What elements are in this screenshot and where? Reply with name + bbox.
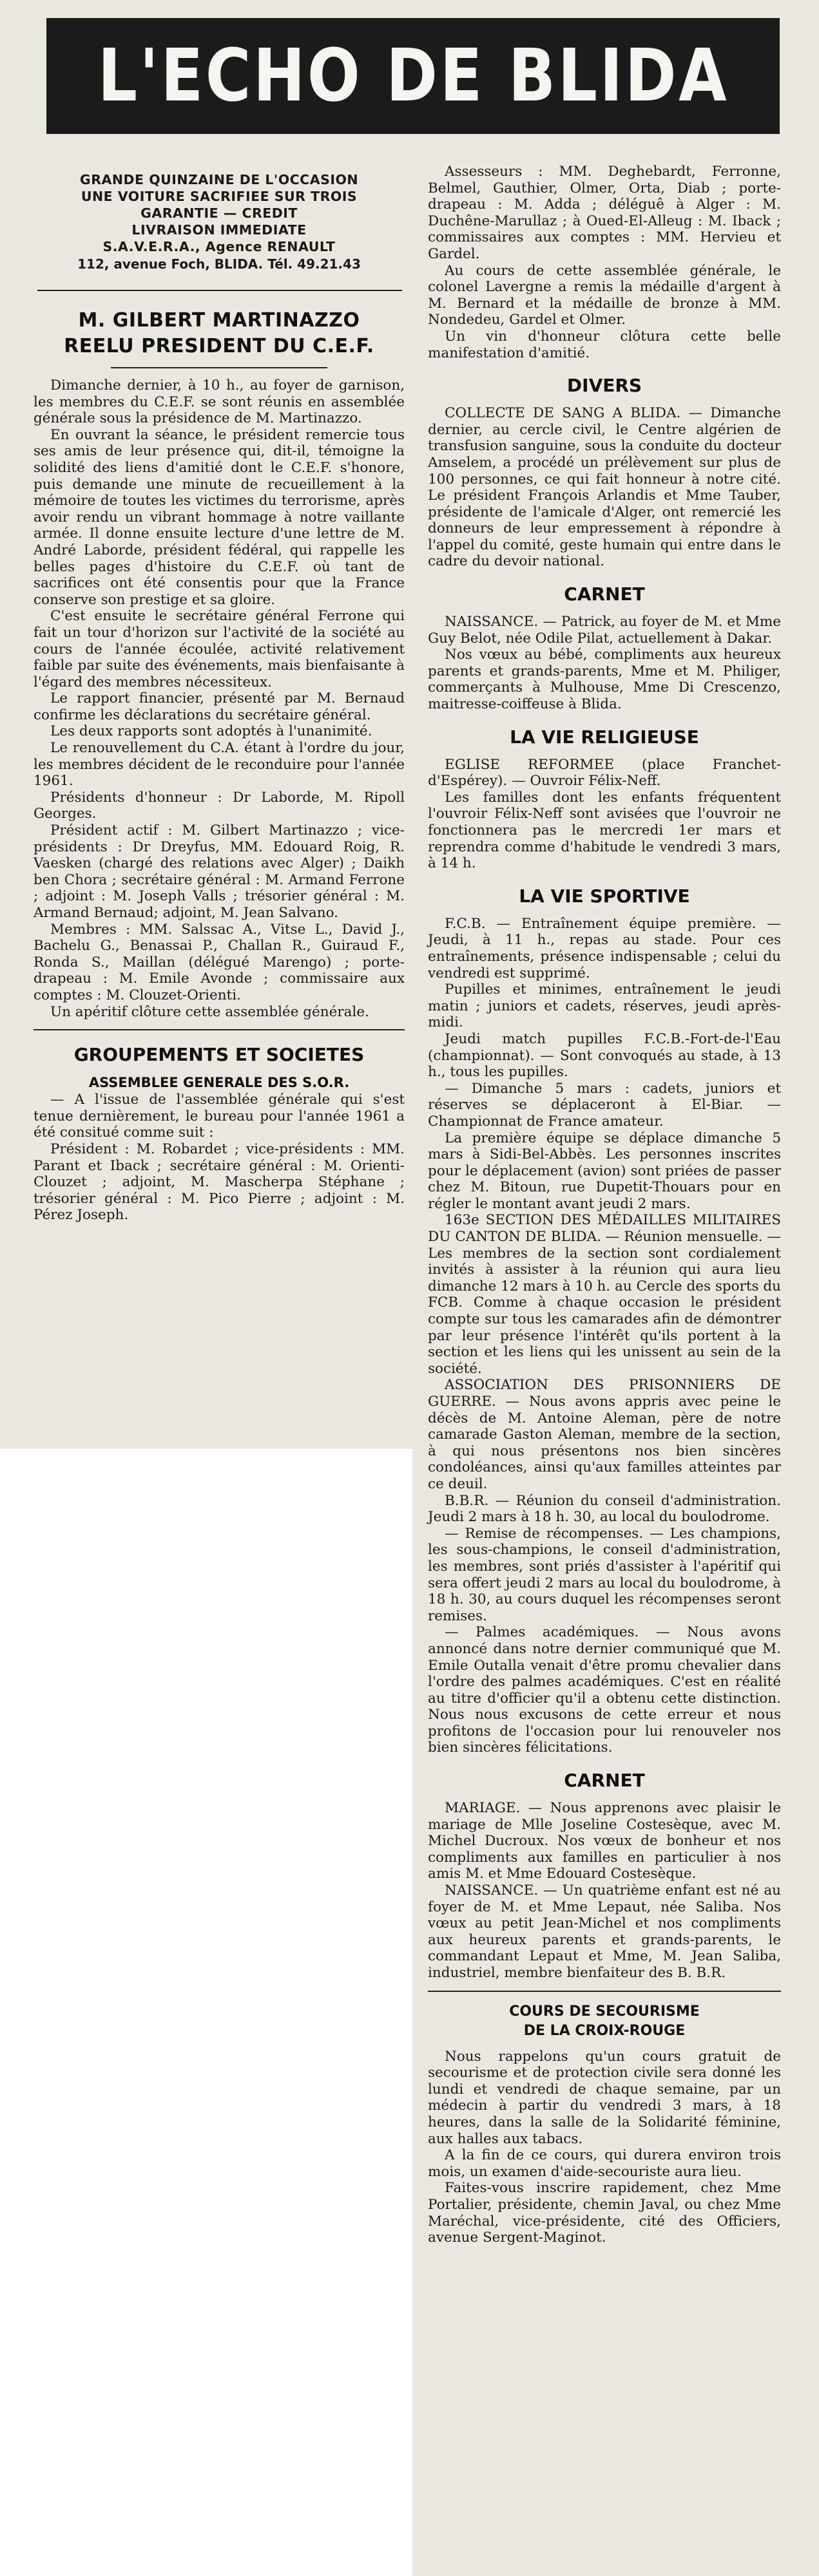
cef-paragraph: Membres : MM. Salssac A., Vitse L., David J., Bachelu G., Benassai P., Challan R., Guiraud F., Ronda S., Maillan (délégué Marengo) ; porte-drapeau : M. Emile Avonde ; commissaire aux comptes : M. Clouzet-Orienti. bbox=[34, 921, 405, 1003]
carnet-heading: CARNET bbox=[564, 583, 645, 605]
cef-headline-2: REELU PRESIDENT DU C.E.F. bbox=[64, 335, 374, 357]
ad-line-3: GARANTIE — CREDIT bbox=[140, 205, 298, 221]
religieuse-paragraph: Les familles dont les enfants fréquentent l'ouvroir Félix-Neff sont avisées que l'ouvroir ne fonctionnera pas le mercredi 1er mars et reprendra comme d'habitude le vendredi 3 mars, à 14 h. bbox=[428, 789, 781, 872]
cef-paragraph: Présidents d'honneur : Dr Laborde, M. Ripoll Georges. bbox=[34, 789, 405, 822]
cef-headline-1: M. GILBERT MARTINAZZO bbox=[78, 309, 360, 332]
croix-rouge-heading-1: COURS DE SECOURISME bbox=[509, 2003, 700, 2020]
section-divider bbox=[428, 1991, 781, 1992]
sportive-paragraph: — Palmes académiques. — Nous avons annoncé dans notre dernier communiqué que M. Emile Outalla venait d'être promu chevalier dans l'ordre des palmes académiques. C'est en réalité au titre d'officier qu'il a obtenu cette distinction. Nous nous excusons de cette erreur et nous profitons de l'occasion pour lui renouveler nos bien sincères félicitations. bbox=[428, 1624, 781, 1756]
carnet-2-paragraph: MARIAGE. — Nous apprenons avec plaisir le mariage de Mlle Joseline Costesèque, avec M. Michel Ducroux. Nos vœux de bonheur et nos compliments aux familles en particulier à nos amis M. et Mme Edouard Costesèque. bbox=[428, 1800, 781, 1882]
headline-divider bbox=[111, 367, 327, 368]
groupements-paragraph: Un vin d'honneur clôtura cette belle manifestation d'amitié. bbox=[428, 328, 781, 361]
left-column bbox=[34, 308, 405, 1224]
divers-paragraph: COLLECTE DE SANG A BLIDA. — Dimanche dernier, au cercle civil, le Centre algérien de transfusion sanguine, sous la conduite du docteur Amselem, a procédé un prélèvement sur plus de 100 personnes, ce qui fait honneur à notre cité. Le président François Arlandis et Mme Tauber, présidente de l'amicale d'Alger, ont remercié les donneurs de leur empressement à répondre à l'appel du comité, geste humain qui entre dans le cadre du devoir national. bbox=[428, 405, 781, 570]
carnet-paragraph: Nos vœux au bébé, compliments aux heureux parents et grands-parents, Mme et M. Philiger, commerçants à Mulhouse, Mme Di Crescenzo, maitresse-coiffeuse à Blida. bbox=[428, 647, 781, 713]
sportive-paragraph: — Remise de récompenses. — Les champions, les sous-champions, le conseil d'administration, les membres, sont priés d'assister à l'apéritif qui sera offert jeudi 2 mars au local du boulodrome, à 18 h. 30, au cours duquel les récompenses seront remises. bbox=[428, 1525, 781, 1624]
spacer bbox=[428, 2041, 781, 2049]
cef-paragraph: Les deux rapports sont adoptés à l'unanimité. bbox=[50, 723, 372, 740]
ad-line-5: S.A.V.E.R.A., Agence RENAULT bbox=[102, 239, 336, 254]
sportive-paragraph: 163e SECTION DES MÉDAILLES MILITAIRES DU CANTON DE BLIDA. — Réunion mensuelle. — Les membres de la section sont cordialement invités à assister à la réunion qui aura lieu dimanche 12 mars à 10 h. au Cercle des sports du FCB. Comme à chaque occasion le président compte sur tous les camarades afin de démontrer par leur présence l'intérêt qu'ils portent à la section et les liens qui les unissent au sein de la société. bbox=[428, 1212, 781, 1377]
ad-address: 112, avenue Foch, BLIDA. Tél. 49.21.43 bbox=[77, 256, 361, 272]
renault-advertisement bbox=[32, 171, 406, 273]
croix-rouge-paragraph: Nous rappelons qu'un cours gratuit de secourisme et de protection civile sera donné les lundi et vendredi de chaque semaine, par un médecin à partir du vendredi 3 mars, à 18 heures, dans la salle de la Solidarité féminine, aux halles aux tabacs. bbox=[428, 2048, 781, 2147]
religieuse-heading: LA VIE RELIGIEUSE bbox=[510, 726, 699, 748]
section-divider bbox=[34, 1029, 405, 1030]
groupements-heading: GROUPEMENTS ET SOCIETES bbox=[73, 1044, 365, 1066]
carnet-paragraph: NAISSANCE. — Patrick, au foyer de M. et Mme Guy Belot, née Odile Pilat, actuellement à Dakar. bbox=[428, 614, 781, 647]
groupements-paragraph: Au cours de cette assemblée générale, le colonel Lavergne a remis la médaille d'argent à M. Bernard et la médaille de bronze à MM. Nondedeu, Gardel et Olmer. bbox=[428, 262, 781, 328]
ad-line-1: GRANDE QUINZAINE DE L'OCCASION bbox=[79, 172, 359, 187]
cef-paragraph: Le rapport financier, présenté par M. Bernaud confirme les déclarations du secrétaire général. bbox=[34, 690, 405, 723]
sportive-paragraph: La première équipe se déplace dimanche 5 mars à Sidi-Bel-Abbès. Les personnes inscrites pour le déplacement (avion) sont priées de passer chez M. Bitoun, rue Dupetit-Thouars pour en régler le montant avant jeudi 2 mars. bbox=[428, 1130, 781, 1212]
sportive-paragraph: ASSOCIATION DES PRISONNIERS DE GUERRE. — Nous avons appris avec peine le décès de M. Antoine Aleman, père de notre camarade Gaston Aleman, membre de la section, à qui nous présentons nos bien sincères condoléances, ainsi qu'aux familles atteintes par ce deuil. bbox=[428, 1377, 781, 1492]
cef-paragraph: Un apéritif clôture cette assemblée générale. bbox=[50, 1003, 369, 1020]
sportive-heading: LA VIE SPORTIVE bbox=[519, 885, 690, 907]
croix-rouge-heading-2: DE LA CROIX-ROUGE bbox=[523, 2022, 686, 2039]
ad-line-2: UNE VOITURE SACRIFIEE SUR TROIS bbox=[81, 189, 358, 204]
masthead-title: L'ECHO DE BLIDA bbox=[97, 34, 729, 118]
cef-paragraph: Le renouvellement du C.A. étant à l'ordre du jour, les membres décident de le reconduire pour l'année 1961. bbox=[34, 740, 405, 790]
religieuse-paragraph: EGLISE REFORMEE (place Franchet-d'Espérey). — Ouvroir Félix-Neff. bbox=[428, 756, 781, 790]
ad-divider bbox=[37, 290, 402, 291]
cef-paragraph: C'est ensuite le secrétaire général Ferrone qui fait un tour d'horizon sur l'activité de la société au cours de l'année écoulée, activité relativement faible par suite des événements, mais bienfaisante à l'égard des membres nécessiteux. bbox=[34, 608, 405, 690]
cef-paragraph: Président actif : M. Gilbert Martinazzo ; vice-présidents : Dr Dreyfus, MM. Edouard Roig, R. Vaesken (chargé des relations avec Alger) ; Daikh ben Chora ; secrétaire général : M. Armand Ferrone ; adjoint : M. Joseph Valls ; trésorier général : M. Armand Bernaud; adjoint, M. Jean Salvano. bbox=[34, 822, 405, 921]
ad-line-4: LIVRAISON IMMEDIATE bbox=[131, 222, 307, 238]
sportive-paragraph: F.C.B. — Entraînement équipe première. — Jeudi, à 11 h., repas au stade. Pour ces entraînements, présence indispensable ; celui du vendredi est supprimé. bbox=[428, 915, 781, 981]
cef-paragraph: Dimanche dernier, à 10 h., au foyer de garnison, les membres du C.E.F. se sont réunis en assemblée générale sous la présidence de M. Martinazzo. bbox=[34, 377, 405, 427]
croix-rouge-paragraph: A la fin de ce cours, qui durera environ trois mois, un examen d'aide-secouriste aura lieu. bbox=[428, 2147, 781, 2180]
groupements-paragraph: Président : M. Robardet ; vice-présidents : MM. Parant et Iback ; secrétaire général : M. Orienti-Clouzet ; adjoint, M. Mascherpa Stéphane ; trésorier général : M. Pico Pierre ; adjoint : M. Pérez Joseph. bbox=[34, 1141, 405, 1224]
sportive-paragraph: — Dimanche 5 mars : cadets, juniors et réserves se déplaceront à El-Biar. — Championnat de France amateur. bbox=[428, 1080, 781, 1130]
sportive-paragraph: Jeudi match pupilles F.C.B.-Fort-de-l'Eau (championnat). — Sont convoqués au stade, à 13 h., tous les pupilles. bbox=[428, 1030, 781, 1081]
groupements-paragraph: — A l'issue de l'assemblée générale qui s'est tenue dernièrement, le bureau pour l'année 1961 a été consitué comme suit : bbox=[34, 1092, 405, 1141]
carnet-2-paragraph: NAISSANCE. — Un quatrième enfant est né au foyer de M. et Mme Lepaut, née Saliba. Nos vœux au petit Jean-Michel et nos compliments aux heureux parents et grands-parents, le commandant Lepaut et Mme, M. Jean Saliba, industriel, membre bienfaiteur des B. B.R. bbox=[428, 1882, 781, 1981]
carnet-2-heading: CARNET bbox=[564, 1770, 645, 1792]
sportive-paragraph: Pupilles et minimes, entraînement le jeudi matin ; juniors et cadets, réserves, jeudi après-midi. bbox=[428, 981, 781, 1031]
right-column bbox=[428, 164, 781, 2246]
divers-heading: DIVERS bbox=[566, 375, 642, 397]
masthead-banner bbox=[46, 18, 780, 134]
groupements-paragraph: Assesseurs : MM. Deghebardt, Ferronne, Belmel, Gauthier, Olmer, Orta, Diab ; porte-drapeau : M. Adda ; déléguê à Alger : M. Duchêne-Marullaz ; à Oued-El-Alleug : M. Iback ; commissaires aux comptes : MM. Hervieu et Gardel. bbox=[428, 164, 781, 262]
sor-subheading: ASSEMBLEE GENERALE DES S.O.R. bbox=[88, 1075, 350, 1091]
cef-paragraph: En ouvrant la séance, le président remercie tous ses amis de leur présence qui, dit-il, témoigne la solidité des liens d'amitié dont le C.E.F. s'honore, puis demande une minute de recueillement à la mémoire de toutes les victimes du terrorisme, après avoir rendu un vibrant hommage à notre vaillante armée. Il donne ensuite lecture d'une lettre de M. André Laborde, président fédéral, qui rappelle les belles pages d'histoire du C.E.F. où tant de sacrifices ont été consentis pour que la France conserve son prestige et sa gloire. bbox=[34, 426, 405, 608]
croix-rouge-paragraph: Faites-vous inscrire rapidement, chez Mme Portalier, présidente, chemin Javal, ou chez Mme Maréchal, vice-présidente, cité des Officiers, avenue Sergent-Maginot. bbox=[428, 2180, 781, 2246]
sportive-paragraph: B.B.R. — Réunion du conseil d'administration. Jeudi 2 mars à 18 h. 30, au local du boulodrome. bbox=[428, 1492, 781, 1526]
